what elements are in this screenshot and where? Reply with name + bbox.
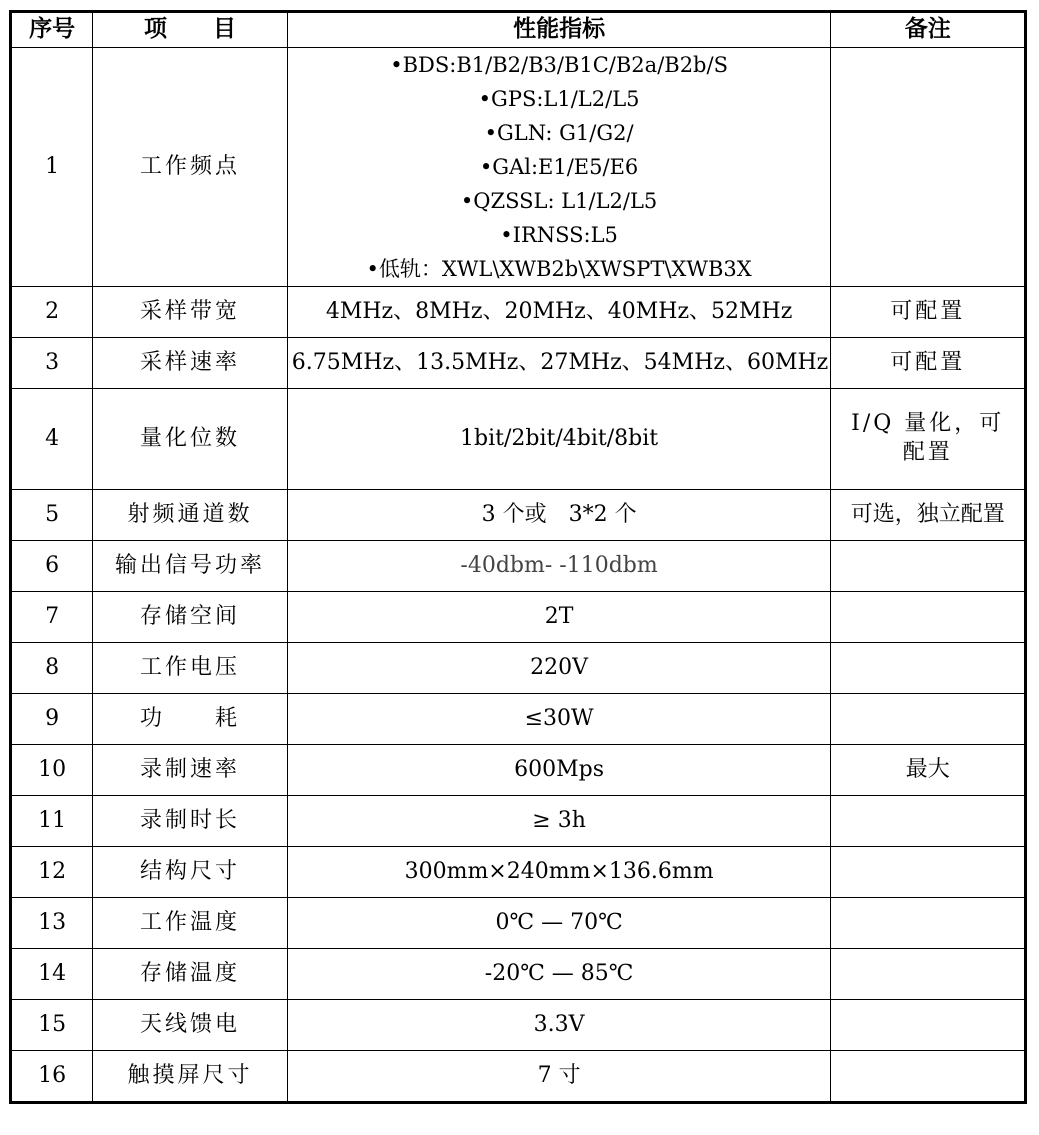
cell-item: 量化位数 xyxy=(93,389,288,490)
cell-spec: -40dbm- -110dbm xyxy=(287,541,831,592)
cell-spec: 7 寸 xyxy=(287,1051,831,1103)
cell-spec: 3.3V xyxy=(287,1000,831,1051)
table-row xyxy=(11,1000,1026,1051)
cell-item: 录制速率 xyxy=(93,745,288,796)
cell-spec: 6.75MHz、13.5MHz、27MHz、54MHz、60MHz xyxy=(287,338,831,389)
table-row xyxy=(11,847,1026,898)
header-spec: 性能指标 xyxy=(287,12,831,48)
cell-item: 采样带宽 xyxy=(93,287,288,338)
header-remark: 备注 xyxy=(831,12,1026,48)
spec-line: •IRNSS:L5 xyxy=(500,223,618,247)
cell-no: 8 xyxy=(11,643,93,694)
spec-line: •GAl:E1/E5/E6 xyxy=(479,155,639,179)
table-row xyxy=(11,287,1026,338)
cell-spec: -20℃ — 85℃ xyxy=(287,949,831,1000)
cell-spec: ≥ 3h xyxy=(287,796,831,847)
cell-item: 存储温度 xyxy=(93,949,288,1000)
cell-item: 天线馈电 xyxy=(93,1000,288,1051)
cell-item: 录制时长 xyxy=(93,796,288,847)
spec-line: •GPS:L1/L2/L5 xyxy=(478,87,640,111)
header-item: 项 目 xyxy=(93,12,288,48)
table-row xyxy=(11,389,1026,490)
cell-spec: 3 个或 3*2 个 xyxy=(287,490,831,541)
table-row xyxy=(11,745,1026,796)
cell-remark xyxy=(831,694,1026,745)
cell-item: 工作温度 xyxy=(93,898,288,949)
cell-item: 结构尺寸 xyxy=(93,847,288,898)
cell-remark xyxy=(831,389,1026,490)
table-row xyxy=(11,490,1026,541)
cell-remark xyxy=(831,796,1026,847)
cell-remark xyxy=(831,541,1026,592)
cell-no: 7 xyxy=(11,592,93,643)
cell-no: 1 xyxy=(11,48,93,287)
table-row xyxy=(11,949,1026,1000)
spec-line: •GLN: G1/G2/ xyxy=(484,121,634,145)
cell-remark xyxy=(831,949,1026,1000)
spec-line: •BDS:B1/B2/B3/B1C/B2a/B2b/S xyxy=(390,53,728,77)
cell-no: 9 xyxy=(11,694,93,745)
cell-no: 10 xyxy=(11,745,93,796)
cell-item: 工作频点 xyxy=(93,48,288,287)
spec-line: •QZSSL: L1/L2/L5 xyxy=(460,189,658,213)
cell-no: 13 xyxy=(11,898,93,949)
cell-no: 12 xyxy=(11,847,93,898)
cell-remark xyxy=(831,592,1026,643)
cell-item: 输出信号功率 xyxy=(93,541,288,592)
remark-line: 配置 xyxy=(902,440,953,465)
cell-item: 工作电压 xyxy=(93,643,288,694)
table-row xyxy=(11,338,1026,389)
table-header xyxy=(11,12,1026,48)
cell-spec: ≤30W xyxy=(287,694,831,745)
cell-remark: 最大 xyxy=(831,745,1026,796)
table-row xyxy=(11,592,1026,643)
cell-spec: 220V xyxy=(287,643,831,694)
spec-table xyxy=(9,10,1027,1104)
cell-no: 4 xyxy=(11,389,93,490)
cell-no: 11 xyxy=(11,796,93,847)
remark-line: I/Q 量化，可 xyxy=(851,411,1005,437)
cell-spec: 600Mps xyxy=(287,745,831,796)
table-row xyxy=(11,1051,1026,1103)
table-row xyxy=(11,898,1026,949)
cell-item: 触摸屏尺寸 xyxy=(93,1051,288,1103)
cell-spec: 300mm×240mm×136.6mm xyxy=(287,847,831,898)
cell-remark xyxy=(831,898,1026,949)
cell-no: 3 xyxy=(11,338,93,389)
table-row xyxy=(11,48,1026,287)
cell-spec: 1bit/2bit/4bit/8bit xyxy=(287,389,831,490)
table-row xyxy=(11,643,1026,694)
cell-item: 存储空间 xyxy=(93,592,288,643)
cell-remark xyxy=(831,1051,1026,1103)
table-row xyxy=(11,796,1026,847)
cell-no: 6 xyxy=(11,541,93,592)
cell-no: 15 xyxy=(11,1000,93,1051)
table-body xyxy=(11,48,1026,1103)
cell-no: 16 xyxy=(11,1051,93,1103)
cell-remark: 可配置 xyxy=(831,287,1026,338)
cell-remark xyxy=(831,1000,1026,1051)
cell-spec-list xyxy=(287,48,831,287)
cell-spec: 2T xyxy=(287,592,831,643)
header-no: 序号 xyxy=(11,12,93,48)
cell-no: 5 xyxy=(11,490,93,541)
cell-remark: 可配置 xyxy=(831,338,1026,389)
cell-remark xyxy=(831,48,1026,287)
spec-line: •低轨：XWL\XWB2b\XWSPT\XWB3X xyxy=(366,257,752,281)
cell-remark xyxy=(831,847,1026,898)
cell-no: 2 xyxy=(11,287,93,338)
cell-remark: 可选，独立配置 xyxy=(831,490,1026,541)
cell-item: 采样速率 xyxy=(93,338,288,389)
cell-remark xyxy=(831,643,1026,694)
table-row xyxy=(11,694,1026,745)
cell-item: 功 耗 xyxy=(93,694,288,745)
cell-spec: 0℃ — 70℃ xyxy=(287,898,831,949)
cell-no: 14 xyxy=(11,949,93,1000)
cell-item: 射频通道数 xyxy=(93,490,288,541)
table-row xyxy=(11,541,1026,592)
header-row xyxy=(11,12,1026,48)
cell-spec: 4MHz、8MHz、20MHz、40MHz、52MHz xyxy=(287,287,831,338)
